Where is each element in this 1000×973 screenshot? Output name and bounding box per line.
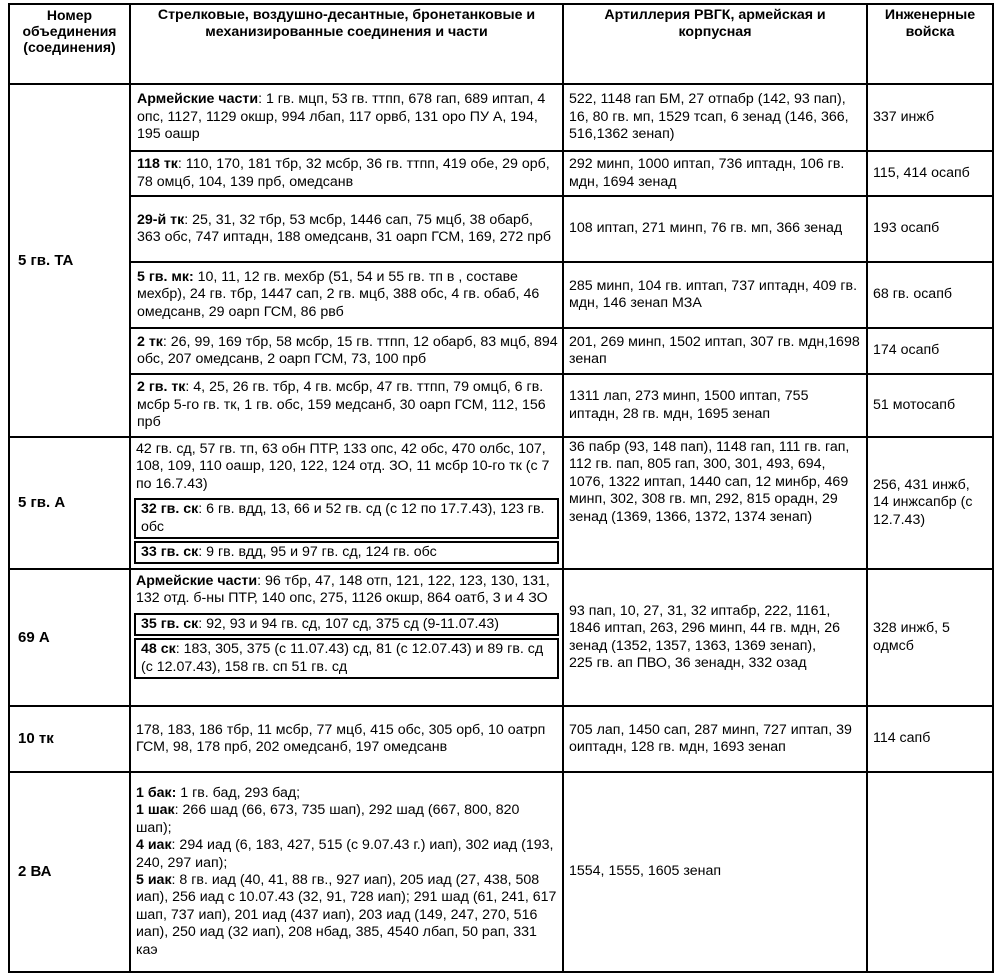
artillery-cell: 705 лап, 1450 сап, 287 минп, 727 иптап, 39 оиптадн, 128 гв. мдн, 1693 зенап xyxy=(563,706,867,772)
list-item: 5 гв. мк: 10, 11, 12 гв. мехбр (51, 54 и 55 гв. тп в , составе мехбр), 24 гв. тбр, 1447 сап, 2 гв. мцб, 388 обс, 4 гв. обаб, 46 омедсанв, 29 оарп ГСМ, 86 рвб xyxy=(130,262,563,328)
list-item: 4 иак: 294 иад (6, 183, 427, 515 (с 9.07.43 г.) иап), 302 иад (193, 240, 297 иап); xyxy=(136,837,554,871)
header-unit: Номер объединения (соединения) xyxy=(9,4,130,84)
infantry-cell xyxy=(130,569,563,706)
table-row xyxy=(9,84,993,151)
artillery-cell: 201, 269 минп, 1502 иптап, 307 гв. мдн,1698 зенап xyxy=(563,328,867,374)
artillery-cell: 522, 1148 гап БМ, 27 отпабр (142, 93 пап), 16, 80 гв. мп, 1529 тсап, 6 зенад (146, 366, 516,1362 зенап) xyxy=(563,84,867,151)
table-row xyxy=(9,437,993,569)
infantry-cell: 178, 183, 186 тбр, 11 мсбр, 77 мцб, 415 обс, 305 орб, 10 оатрп ГСМ, 98, 178 прб, 202 омедсанб, 197 омедсанв xyxy=(130,706,563,772)
table-row xyxy=(9,196,993,262)
list-item: 48 ск: 183, 305, 375 (с 11.07.43) сд, 81 (с 12.07.43) и 89 гв. сд (с 12.07.43), 158 гв. сп 51 гв. сд xyxy=(134,638,559,679)
engineers-cell: 256, 431 инжб, 14 инжсапбр (с 12.7.43) xyxy=(867,437,993,569)
unit-5gv-a: 5 гв. А xyxy=(9,437,130,569)
forces-table xyxy=(8,3,994,973)
table-row xyxy=(9,151,993,196)
engineers-cell xyxy=(867,772,993,972)
engineers-cell: 193 осапб xyxy=(867,196,993,262)
artillery-cell: 1554, 1555, 1605 зенап xyxy=(563,772,867,972)
table-row xyxy=(9,772,993,972)
engineers-cell: 328 инжб, 5 одмсб xyxy=(867,569,993,706)
engineers-cell: 115, 414 осапб xyxy=(867,151,993,196)
engineers-cell: 114 сапб xyxy=(867,706,993,772)
table-row xyxy=(9,569,993,706)
artillery-cell: 93 пап, 10, 27, 31, 32 иптабр, 222, 1161, 1846 иптап, 263, 296 минп, 44 гв. мдн, 26 зенад (1352, 1357, 1363, 1369 зенап), 225 гв. ап ПВО, 36 зенадн, 332 озад xyxy=(563,569,867,706)
list-item: 29-й тк: 25, 31, 32 тбр, 53 мсбр, 1446 сап, 75 мцб, 38 обарб, 363 обс, 747 иптадн, 188 омедсанв, 31 оарп ГСМ, 169, 272 прб xyxy=(130,196,563,262)
infantry-cell xyxy=(130,437,563,569)
list-item: 1 бак: 1 гв. бад, 293 бад; xyxy=(136,784,301,801)
engineers-cell: 174 осапб xyxy=(867,328,993,374)
list-item: 2 тк: 26, 99, 169 тбр, 58 мсбр, 15 гв. ттпп, 12 обарб, 83 мцб, 894 обс, 207 омедсанв, 2 оарп ГСМ, 73, 100 прб xyxy=(130,328,563,374)
artillery-cell: 285 минп, 104 гв. иптап, 737 иптадн, 409 гв. мдн, 146 зенап МЗА xyxy=(563,262,867,328)
unit-10-tk: 10 тк xyxy=(9,706,130,772)
artillery-cell: 36 пабр (93, 148 пап), 1148 гап, 111 гв. гап, 112 гв. пап, 805 гап, 300, 301, 493, 694, 1076, 1322 иптап, 1440 сап, 12 минбр, 469 минп, 302, 308 гв. мп, 292, 815 орадн, 29 зенад (1369, 1366, 1372, 1374 зенап) xyxy=(563,437,867,569)
list-item: 35 гв. ск: 92, 93 и 94 гв. сд, 107 сд, 375 сд (9-11.07.43) xyxy=(134,613,559,636)
header-engineers: Инженерные войска xyxy=(867,4,993,84)
header-infantry: Стрелковые, воздушно-десантные, бронетанковые и механизированные соединения и части xyxy=(130,4,563,84)
table-row xyxy=(9,262,993,328)
artillery-cell: 292 минп, 1000 иптап, 736 иптадн, 106 гв. мдн, 1694 зенад xyxy=(563,151,867,196)
header-row xyxy=(9,4,993,84)
list-item: 33 гв. ск: 9 гв. вдд, 95 и 97 гв. сд, 124 гв. обс xyxy=(134,541,559,564)
artillery-cell: 1311 лап, 273 минп, 1500 иптап, 755 иптадн, 28 гв. мдн, 1695 зенап xyxy=(563,374,867,437)
table-row xyxy=(9,374,993,437)
artillery-cell: 108 иптап, 271 минп, 76 гв. мп, 366 зенад xyxy=(563,196,867,262)
list-item: 5 иак: 8 гв. иад (40, 41, 88 гв., 927 иап), 205 иад (27, 438, 508 иап), 256 иад с 10.07.43 (32, 91, 728 иап); 291 шад (61, 241, 617 шап, 737 иап), 201 иад (437 иап), 203 иад (149, 247, 270, 516 иап), 250 иад (32 иап), 208 нбад, 385, 4540 лбап, 50 рап, 331 каэ xyxy=(136,872,557,958)
unit-5gv-ta: 5 гв. ТА xyxy=(9,84,130,437)
engineers-cell: 68 гв. осапб xyxy=(867,262,993,328)
list-item: Армейские части: 1 гв. мцп, 53 гв. ттпп, 678 гап, 689 иптап, 4 опс, 1127, 1129 окшр, 994 лбап, 117 орвб, 131 оро ПУ А, 194, 195 оашр xyxy=(130,84,563,151)
engineers-cell: 337 инжб xyxy=(867,84,993,151)
infantry-cell xyxy=(130,772,563,972)
unit-2-va: 2 ВА xyxy=(9,772,130,972)
list-item: 32 гв. ск: 6 гв. вдд, 13, 66 и 52 гв. сд (с 12 по 17.7.43), 123 гв. обс xyxy=(134,498,559,539)
list-item: 42 гв. сд, 57 гв. тп, 63 обн ПТР, 133 опс, 42 обс, 470 олбс, 107, 108, 109, 110 оашр, 120, 122, 124 отд. ЗО, 11 мсбр 10-го тк (с 7 по 16.7.43) xyxy=(136,441,550,492)
header-artillery: Артиллерия РВГК, армейская и корпусная xyxy=(563,4,867,84)
list-item: Армейские части: 96 тбр, 47, 148 отп, 121, 122, 123, 130, 131, 132 отд. б-ны ПТР, 140 опс, 275, 1126 окшр, 864 оатб, 3 и 4 ЗО xyxy=(136,573,550,607)
list-item: 2 гв. тк: 4, 25, 26 гв. тбр, 4 гв. мсбр, 47 гв. ттпп, 79 омцб, 6 гв. мсбр 5-го гв. тк, 1 гв. обс, 159 медсанб, 30 оарп ГСМ, 112, 156 прб xyxy=(130,374,563,437)
table-row xyxy=(9,328,993,374)
table-row xyxy=(9,706,993,772)
engineers-cell: 51 мотосапб xyxy=(867,374,993,437)
list-item: 118 тк: 110, 170, 181 тбр, 32 мсбр, 36 гв. ттпп, 419 обе, 29 орб, 78 омцб, 104, 139 прб, омедсанв xyxy=(130,151,563,196)
unit-69-a: 69 А xyxy=(9,569,130,706)
list-item: 1 шак: 266 шад (66, 673, 735 шап), 292 шад (667, 800, 820 шап); xyxy=(136,802,520,836)
